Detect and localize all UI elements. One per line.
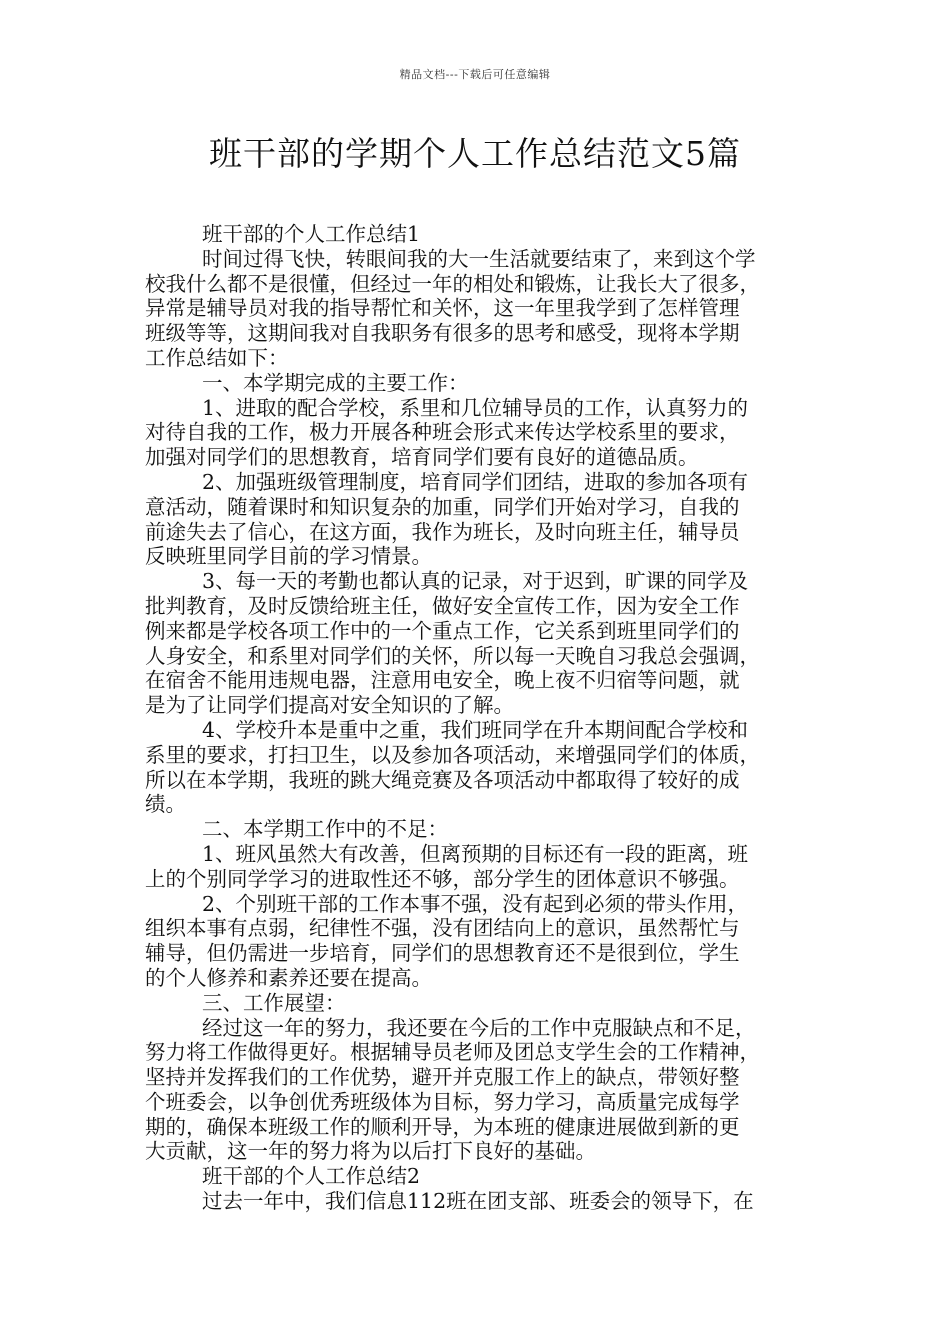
paragraph-line: 是为了让同学们提高对安全知识的了解。 (145, 693, 514, 718)
paragraph-line: 1、进取的配合学校，系里和几位辅导员的工作，认真努力的 (202, 395, 749, 420)
paragraph-line: 过去一年中，我们信息112班在团支部、班委会的领导下，在 (202, 1189, 754, 1214)
paragraph-line: 批判教育，及时反馈给班主任，做好安全宣传工作，因为安全工作 (145, 593, 740, 618)
subsection-heading: 一、本学期完成的主要工作： (202, 370, 469, 395)
section-heading: 班干部的个人工作总结1 (202, 222, 421, 246)
paragraph-line: 3、每一天的考勤也都认真的记录，对于迟到，旷课的同学及 (202, 569, 749, 594)
paragraph-line: 辅导，但仍需进一步培育，同学们的思想教育还不是很到位，学生 (145, 941, 740, 966)
paragraph-line: 的个人修养和素养还要在提高。 (145, 965, 432, 990)
paragraph-line: 人身安全，和系里对同学们的关怀，所以每一天晚自习我总会强调， (145, 643, 760, 668)
header-note: 精品文档---下载后可任意编辑 (399, 68, 551, 81)
paragraph-line: 上的个别同学学习的进取性还不够，部分学生的团体意识不够强。 (145, 866, 740, 891)
paragraph-line: 经过这一年的努力，我还要在今后的工作中克服缺点和不足， (202, 1015, 756, 1040)
section-heading: 班干部的个人工作总结2 (202, 1164, 421, 1189)
paragraph-line: 校我什么都不是很懂，但经过一年的相处和锻炼，让我长大了很多， (145, 271, 760, 296)
paragraph-line: 工作总结如下： (145, 345, 289, 370)
paragraph-line: 反映班里同学目前的学习情景。 (145, 544, 432, 569)
paragraph-line: 加强对同学们的思想教育，培育同学们要有良好的道德品质。 (145, 445, 699, 470)
paragraph-line: 时间过得飞快，转眼间我的大一生活就要结束了，来到这个学 (202, 246, 756, 271)
paragraph-line: 意活动，随着课时和知识复杂的加重，同学们开始对学习，自我的 (145, 494, 740, 519)
paragraph-line: 坚持并发挥我们的工作优势，避开并克服工作上的缺点，带领好整 (145, 1065, 740, 1090)
paragraph-line: 4、学校升本是重中之重，我们班同学在升本期间配合学校和 (202, 717, 749, 742)
paragraph-line: 2、个别班干部的工作本事不强，没有起到必须的带头作用， (202, 891, 749, 916)
paragraph-line: 对待自我的工作，极力开展各种班会形式来传达学校系里的要求， (145, 420, 740, 445)
paragraph-line: 班级等等，这期间我对自我职务有很多的思考和感受，现将本学期 (145, 321, 740, 346)
paragraph-line: 绩。 (145, 792, 186, 817)
paragraph-line: 1、班风虽然大有改善，但离预期的目标还有一段的距离，班 (202, 841, 749, 866)
paragraph-line: 所以在本学期，我班的跳大绳竞赛及各项活动中都取得了较好的成 (145, 767, 740, 792)
subsection-heading: 二、本学期工作中的不足： (202, 817, 448, 842)
document-body (145, 222, 821, 1214)
paragraph-line: 大贡献，这一年的努力将为以后打下良好的基础。 (145, 1139, 596, 1164)
paragraph-line: 例来都是学校各项工作中的一个重点工作，它关系到班里同学们的 (145, 618, 740, 643)
paragraph-line: 系里的要求，打扫卫生，以及参加各项活动，来增强同学们的体质， (145, 742, 760, 767)
paragraph-line: 努力将工作做得更好。根据辅导员老师及团总支学生会的工作精神， (145, 1040, 760, 1065)
paragraph-line: 期的，确保本班级工作的顺利开导，为本班的健康进展做到新的更 (145, 1114, 740, 1139)
paragraph-line: 组织本事有点弱，纪律性不强，没有团结向上的意识，虽然帮忙与 (145, 916, 740, 941)
paragraph-line: 异常是辅导员对我的指导帮忙和关怀，这一年里我学到了怎样管理 (145, 296, 740, 321)
paragraph-line: 2、加强班级管理制度，培育同学们团结，进取的参加各项有 (202, 469, 749, 494)
page-title: 班干部的学期个人工作总结范文5篇 (209, 134, 741, 173)
paragraph-line: 个班委会，以争创优秀班级体为目标，努力学习，高质量完成每学 (145, 1089, 740, 1114)
paragraph-line: 前途失去了信心，在这方面，我作为班长，及时向班主任，辅导员 (145, 519, 740, 544)
subsection-heading: 三、工作展望： (202, 990, 346, 1015)
paragraph-line: 在宿舍不能用违规电器，注意用电安全，晚上夜不归宿等问题，就 (145, 668, 740, 693)
